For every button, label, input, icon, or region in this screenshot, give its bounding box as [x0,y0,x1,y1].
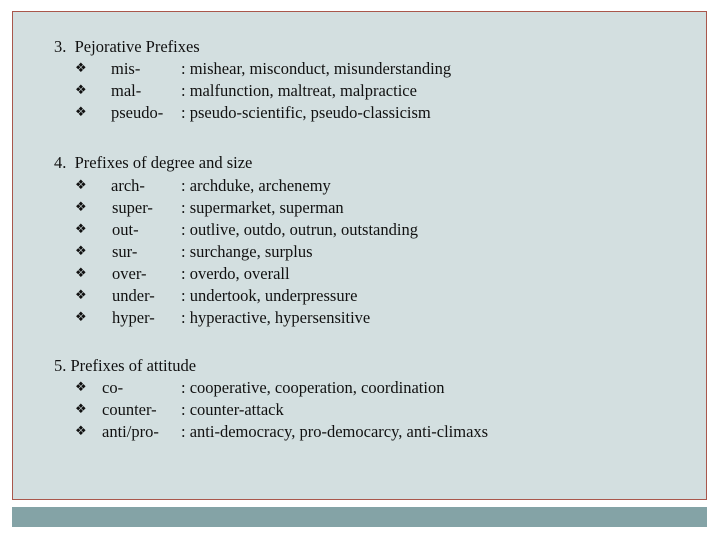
prefix-label: counter- [102,400,157,419]
diamond-bullet-icon: ❖ [75,380,87,395]
prefix-label: sur- [112,242,138,261]
diamond-bullet-icon: ❖ [75,266,87,281]
diamond-bullet-icon: ❖ [75,402,87,417]
prefix-label: hyper- [112,308,155,327]
prefix-examples: : cooperative, cooperation, coordination [181,378,445,397]
diamond-bullet-icon: ❖ [75,244,87,259]
prefix-examples: : malfunction, maltreat, malpractice [181,81,417,100]
prefix-label: pseudo- [111,103,164,122]
diamond-bullet-icon: ❖ [75,222,87,237]
diamond-bullet-icon: ❖ [75,61,87,76]
prefix-label: super- [112,198,153,217]
diamond-bullet-icon: ❖ [75,310,87,325]
prefix-label: anti/pro- [102,422,159,441]
diamond-bullet-icon: ❖ [75,178,87,193]
section-heading-degree-size: 4. Prefixes of degree and size [54,153,253,172]
slide-panel [12,11,707,500]
prefix-label: co- [102,378,124,397]
prefix-examples: : pseudo-scientific, pseudo-classicism [181,103,431,122]
prefix-examples: : anti-democracy, pro-democarcy, anti-climaxs [181,422,489,441]
prefix-examples: : supermarket, superman [181,198,344,217]
diamond-bullet-icon: ❖ [75,105,87,120]
prefix-examples: : archduke, archenemy [181,176,331,195]
diamond-bullet-icon: ❖ [75,83,87,98]
prefix-examples: : overdo, overall [181,264,290,283]
prefix-label: out- [112,220,139,239]
diamond-bullet-icon: ❖ [75,288,87,303]
diamond-bullet-icon: ❖ [75,200,87,215]
prefix-examples: : surchange, surplus [181,242,313,261]
prefix-label: under- [112,286,155,305]
footer-bar [12,507,707,527]
prefix-label: over- [112,264,147,283]
section-heading-attitude: 5. Prefixes of attitude [54,356,197,375]
section-heading-pejorative: 3. Pejorative Prefixes [54,37,200,56]
prefix-label: arch- [111,176,145,195]
slide-content [13,12,706,499]
prefix-examples: : undertook, underpressure [181,286,358,305]
prefix-examples: : hyperactive, hypersensitive [181,308,371,327]
prefix-examples: : mishear, misconduct, misunderstanding [181,59,452,78]
prefix-label: mal- [111,81,142,100]
diamond-bullet-icon: ❖ [75,424,87,439]
prefix-examples: : counter-attack [181,400,284,419]
prefix-label: mis- [111,59,141,78]
prefix-examples: : outlive, outdo, outrun, outstanding [181,220,418,239]
